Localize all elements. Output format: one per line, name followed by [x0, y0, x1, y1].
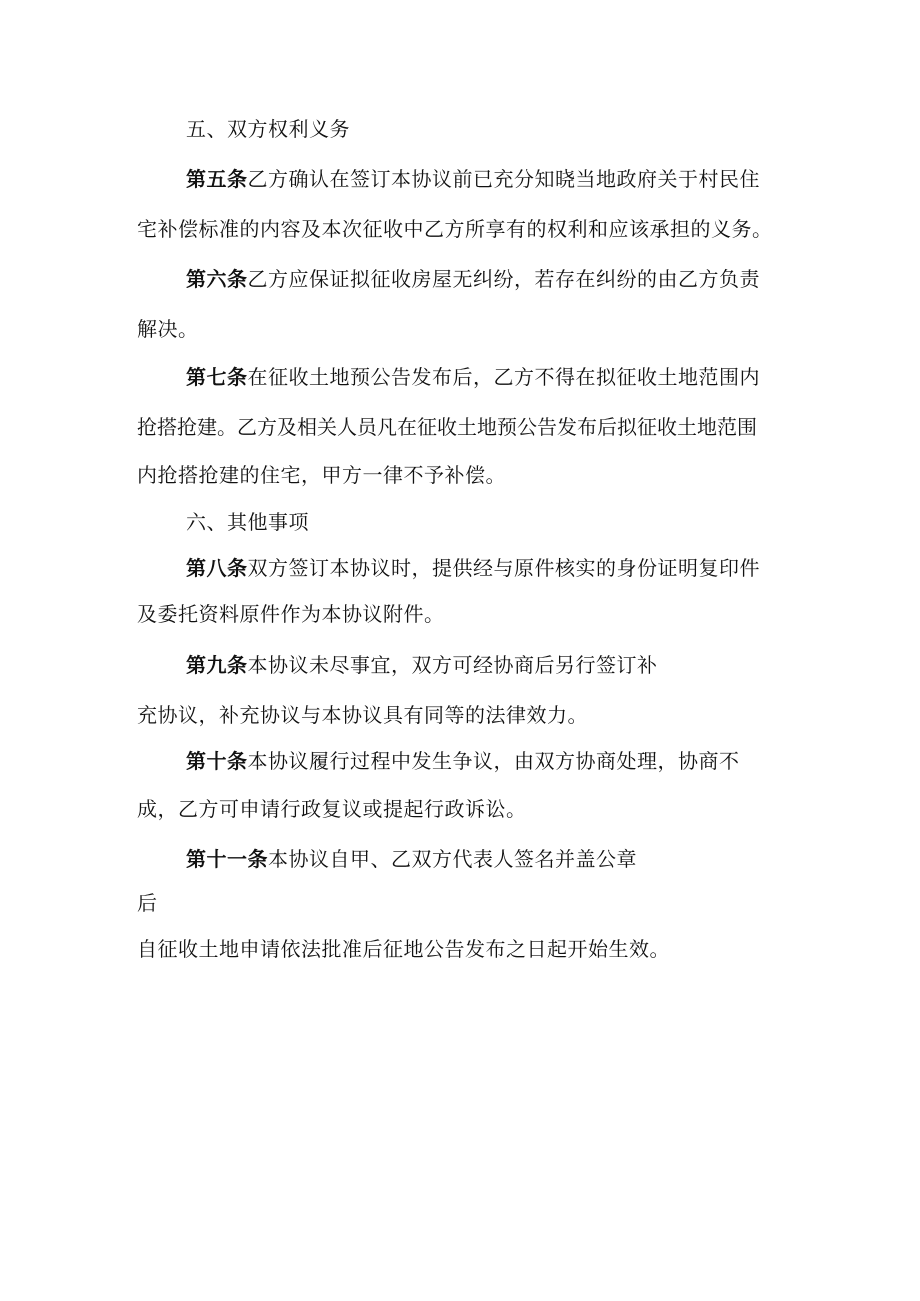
article-11-text-1: 本协议自甲、乙双方代表人签名并盖公章	[268, 847, 637, 871]
article-8-line-1	[186, 556, 760, 580]
article-9-line-2: 充协议，补充协议与本协议具有同等的法律效力。	[137, 703, 588, 727]
article-6-line-1	[186, 267, 760, 291]
article-7-line-2: 抢搭抢建。乙方及相关人员凡在征收土地预公告发布后拟征收土地范围	[137, 415, 757, 439]
article-6-line-2: 解决。	[137, 317, 199, 341]
article-8-line-2: 及委托资料原件作为本协议附件。	[137, 602, 445, 626]
article-5-label: 第五条	[186, 167, 248, 191]
article-5-line-1	[186, 167, 760, 191]
article-8-text-1: 双方签订本协议时，提供经与原件核实的身份证明复印件	[247, 556, 760, 580]
article-9-text-1: 本协议未尽事宜，双方可经协商后另行签订补	[247, 653, 658, 677]
article-5-line-2: 宅补偿标准的内容及本次征收中乙方所享有的权利和应该承担的义务。	[137, 217, 773, 241]
article-9-label: 第九条	[186, 653, 248, 677]
article-7-line-3: 内抢搭抢建的住宅，甲方一律不予补偿。	[137, 463, 506, 487]
article-9-line-1	[186, 653, 658, 677]
article-6-label: 第六条	[186, 267, 248, 291]
article-10-text-1: 本协议履行过程中发生争议，由双方协商处理，协商不	[247, 749, 740, 773]
article-10-line-2: 成，乙方可申请行政复议或提起行政诉讼。	[137, 797, 527, 821]
article-11-line-2: 后	[137, 891, 158, 915]
section-5-heading: 五、双方权利义务	[186, 117, 350, 141]
section-6-heading: 六、其他事项	[186, 510, 309, 534]
article-5-text-1: 乙方确认在签订本协议前已充分知晓当地政府关于村民住	[247, 167, 760, 191]
article-11-label: 第十一条	[186, 847, 268, 871]
article-11-line-1	[186, 847, 637, 871]
article-7-line-1	[186, 365, 760, 389]
article-8-label: 第八条	[186, 556, 248, 580]
article-11-line-3: 自征收土地申请依法批准后征地公告发布之日起开始生效。	[137, 937, 670, 961]
article-10-line-1	[186, 749, 740, 773]
article-7-label: 第七条	[186, 365, 248, 389]
article-10-label: 第十条	[186, 749, 248, 773]
article-7-text-1: 在征收土地预公告发布后，乙方不得在拟征收土地范围内	[247, 365, 760, 389]
article-6-text-1: 乙方应保证拟征收房屋无纠纷，若存在纠纷的由乙方负责	[247, 267, 760, 291]
